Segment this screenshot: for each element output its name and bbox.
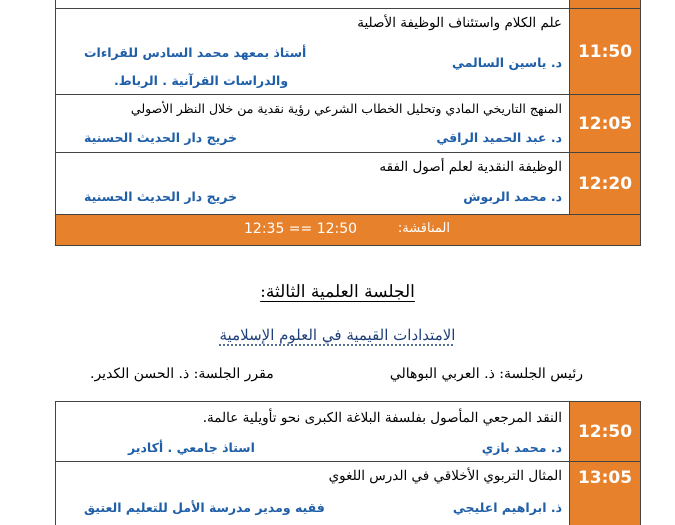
time-cell: 13:05 (569, 462, 640, 525)
time-cell: 11:50 (569, 9, 640, 94)
speaker-name: د. ياسين السالمي (451, 55, 562, 70)
speaker-affiliation: أستاذ بمعهد محمد السادس للقراءات (84, 45, 307, 60)
talk-title: علم الكلام واستئناف الوظيفة الأصلية (357, 15, 562, 31)
session-chair: رئيس الجلسة: ذ. العربي البوهالي (389, 366, 583, 382)
speaker-affiliation: فقيه ومدير مدرسة الأمل للتعليم العتيق (84, 500, 325, 515)
speaker-affiliation: والدراسات القرآنية . الرباط. (114, 73, 289, 88)
talk-title: المثال التربوي الأخلاقي في الدرس اللغوي (328, 468, 562, 484)
table-row (56, 462, 640, 525)
session3-table (55, 401, 641, 525)
session-rapporteur: مقرر الجلسة: ذ. الحسن الكدير. (90, 366, 274, 382)
discussion-bar (56, 215, 640, 245)
speaker-affiliation: خريج دار الحديث الحسنية (84, 189, 238, 204)
talk-title: النقد المرجعي المأصول بفلسفة البلاغة الكبرى نحو تأويلية عالمة. (202, 410, 562, 426)
talk-title: المنهج التاريخي المادي وتحليل الخطاب الشرعي رؤية نقدية من خلال النظر الأصولي (130, 101, 562, 116)
table-row (56, 402, 640, 462)
session-theme: الامتدادات القيمية في العلوم الإسلامية (219, 326, 456, 344)
speaker-name: د. عبد الحميد الراقي (436, 130, 562, 145)
table-row (56, 95, 640, 153)
table-row (56, 153, 640, 215)
speaker-name: ذ. ابراهيم اعليجي (452, 500, 562, 515)
time-cell: 12:50 (569, 402, 640, 461)
time-cell: 12:20 (569, 153, 640, 214)
table-row (56, 9, 640, 95)
speaker-affiliation: استاذ جامعي . أكادير (128, 440, 255, 455)
talk-title: الوظيفة النقدية لعلم أصول الفقه (379, 159, 562, 175)
time-cell (569, 0, 640, 8)
speaker-affiliation: خريج دار الحديث الحسنية (84, 130, 238, 145)
table-row (56, 0, 640, 9)
speaker-name: د. محمد بازي (481, 440, 562, 455)
speaker-name: د. محمد الربوش (463, 189, 562, 204)
discussion-label: المناقشة: (397, 221, 450, 236)
time-cell: 12:05 (569, 95, 640, 152)
discussion-time: 12:35 == 12:50 (244, 221, 358, 237)
session2-table (55, 0, 641, 246)
session-heading: الجلسة العلمية الثالثة: (260, 282, 415, 302)
